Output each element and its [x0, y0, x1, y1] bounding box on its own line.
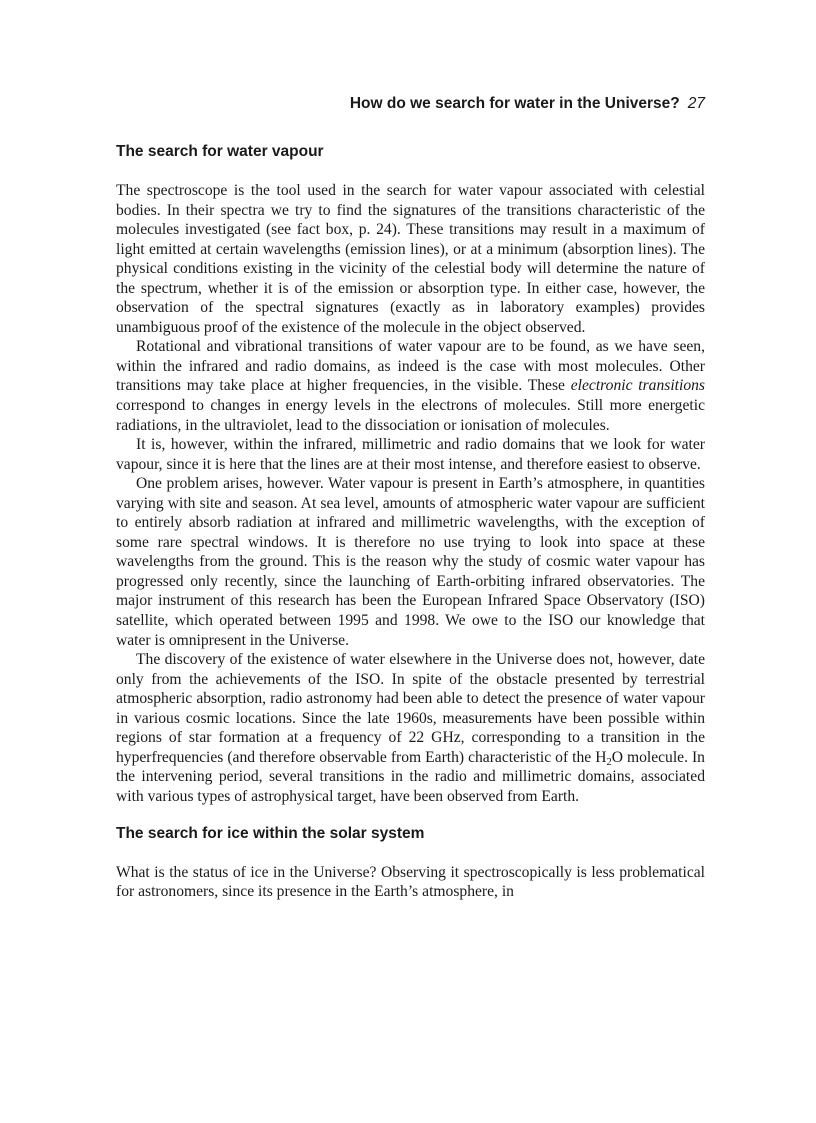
paragraph-transitions	[116, 337, 705, 435]
subscript-2: 2	[606, 756, 612, 768]
paragraph-atmosphere-problem: One problem arises, however. Water vapour is present in Earth’s atmosphere, in quantities varying with site and season. At sea level, amounts of atmospheric water vapour are sufficient to entirely absorb radiation at infrared and millimetric wavelengths, with the exception of some rare spectral windows. It is therefore no use trying to look into space at these wavelengths from the ground. This is the reason why the study of cosmic water vapour has progressed only recently, since the launching of Earth-orbiting infrared observatories. The major instrument of this research has been the European Infrared Space Observatory (ISO) satellite, which operated between 1995 and 1998. We owe to the ISO our knowledge that water is omnipresent in the Universe.	[116, 475, 705, 649]
running-head	[116, 94, 705, 114]
paragraph-ice-status: What is the status of ice in the Universe? Observing it spectroscopically is less problematical for astronomers, since its presence in the Earth’s atmosphere, in	[116, 863, 705, 901]
paragraph-discovery-text-a: The discovery of the existence of water elsewhere in the Universe does not, however, date only from the achievements of the ISO. In spite of the obstacle presented by terrestrial atmospheric absorption, radio astronomy had been able to detect the presence of water vapour in various cosmic locations. Since the late 1960s, measurements have been possible within regions of star formation at a frequency of 22 GHz, corresponding to a transition in the hyperfrequencies (and therefore observable from Earth) characteristic of the H	[116, 651, 705, 766]
section-heading-water-vapour: The search for water vapour	[116, 143, 324, 160]
paragraph-transitions-text-b: correspond to changes in energy levels in the electrons of molecules. Still more energetic radiations, in the ultraviolet, lead to the dissociation or ionisation of molecules.	[116, 397, 705, 434]
paragraph-discovery	[116, 650, 705, 806]
page-number: 27	[687, 95, 705, 112]
paragraph-domains: It is, however, within the infrared, millimetric and radio domains that we look for water vapour, since it is here that the lines are at their most intense, and therefore easiest to observe.	[116, 436, 705, 473]
document-page	[116, 94, 705, 902]
paragraph-transitions-text-a: Rotational and vibrational transitions of water vapour are to be found, as we have seen, within the infrared and radio domains, as indeed is the case with most molecules. Other transitions may take place at higher frequencies, in the visible. These	[116, 338, 705, 395]
section-heading-ice: The search for ice within the solar system	[116, 824, 425, 842]
running-head-title: How do we search for water in the Universe?	[349, 95, 680, 112]
paragraph-discovery-text-b: O molecule. In the intervening period, several transitions in the radio and millimetric domains, associated with various types of astrophysical target, have been observed from Earth.	[116, 748, 705, 805]
paragraph-spectroscope: The spectroscope is the tool used in the search for water vapour associated with celestial bodies. In their spectra we try to find the signatures of the transitions characteristic of the molecules investigated (see fact box, p. 24). These transitions may result in a maximum of light emitted at certain wavelengths (emission lines), or at a minimum (absorption lines). The physical conditions existing in the vicinity of the celestial body will determine the nature of the spectrum, whether it is of the emission or absorption type. In either case, however, the observation of the spectral signatures (exactly as in laboratory examples) provides unambiguous proof of the existence of the molecule in the object observed.	[116, 182, 705, 336]
emphasis-electronic-transitions: electronic transitions	[570, 377, 706, 395]
